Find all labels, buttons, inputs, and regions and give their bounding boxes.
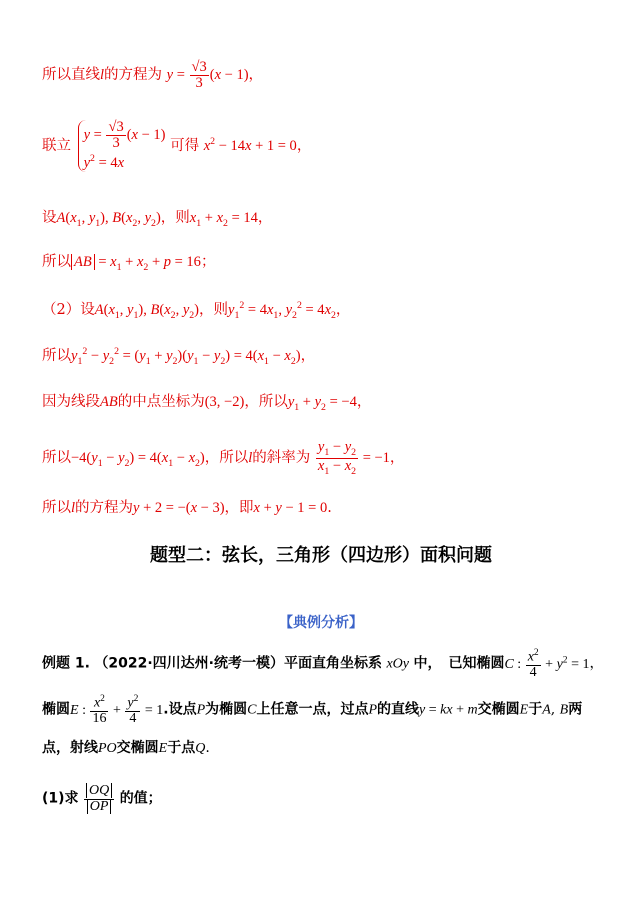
- segment-ab: AB: [100, 394, 118, 410]
- line-text: 于点: [167, 740, 196, 756]
- equation: (3, −2): [204, 394, 245, 410]
- line-text: 交椭圆: [477, 701, 520, 718]
- equation: $x_1 + x_2 = 14$: [189, 210, 258, 229]
- example-title: 例题 1.: [42, 655, 90, 672]
- solution-line-1: 所以直线l的方程为 y = $\frac{√3}{3}$ (x − 1)，: [42, 59, 264, 92]
- line-text: 设: [42, 210, 57, 226]
- line-text: 于: [528, 701, 543, 718]
- line-text: 两: [568, 701, 583, 718]
- line-text: 可得: [170, 138, 200, 155]
- line-text: 上任意一点，过点: [256, 701, 369, 718]
- line-text: 为椭圆: [205, 701, 248, 718]
- solution-line-6: 所以$y_1^2 - y_2^2 = (y_1 + y_2)(y_1 - y_2) = 4(x_1 - x_2)$，: [42, 346, 316, 367]
- line-text: 所以: [42, 254, 71, 270]
- line-text: ，所以: [244, 394, 288, 410]
- example-source: （2022·四川达州·统考一模）平面直角坐标系: [94, 655, 382, 672]
- equation: E : $\frac{x^2}{16}$ + $\frac{y^2}{4}$ = 1: [70, 694, 164, 727]
- line-text: 的值；: [119, 790, 162, 807]
- equation: C : $\frac{x^2}{4}$ + $y^2 = 1$: [504, 648, 590, 681]
- equation: y + 2 = −(x − 3): [133, 500, 225, 516]
- line-text: 的方程为: [75, 500, 134, 516]
- coord-system: xOy: [386, 656, 409, 672]
- line-text: 交椭圆: [116, 740, 159, 756]
- equation: $A(x_1$, $y_1$), $B(x_2$, $y_2$): [94, 302, 200, 321]
- line-text: 所以: [42, 500, 71, 516]
- equation: $x^2 - 14x + 1 = 0$: [203, 136, 297, 155]
- line-text: 中， 已知椭圆: [413, 655, 505, 672]
- equation: $A(x_1$, $y_1$), $B(x_2$, $y_2$): [56, 210, 161, 229]
- section-heading: 题型二：弦长，三角形（四边形）面积问题: [150, 545, 492, 566]
- equation: y = kx + m: [419, 702, 478, 718]
- equation: y = $\frac{√3}{3}$ (x − 1): [166, 59, 249, 92]
- solution-line-2: 联立 y = $\frac{√3}{3}$ (x − 1) $y^2 = 4x$ 可得 $x^2 - 14x + 1 = 0$，: [42, 119, 312, 172]
- line-text: 因为线段: [42, 394, 100, 410]
- example-line-2: 椭圆E : $\frac{x^2}{16}$ + $\frac{y^2}{4}$ = 1.设点P为椭圆C上任意一点，过点P的直线y = kx + m交椭圆E于A, B两: [42, 694, 583, 727]
- line-text: 的直线: [377, 701, 420, 718]
- example-line-1: 例题 1. （2022·四川达州·统考一模）平面直角坐标系 xOy 中， 已知椭圆C : $\frac{x^2}{4}$ + $y^2 = 1$，: [42, 648, 604, 681]
- line-text: 椭圆: [42, 701, 70, 718]
- equation: $-4(y_1 - y_2) = 4(x_1 - x_2)$: [71, 450, 205, 469]
- equation: AB = $x_1 + x_2 + p = 16$: [71, 254, 201, 270]
- example-line-3: 点，射线PO交椭圆E于点Q.: [42, 740, 210, 756]
- line-text: ，则: [199, 302, 229, 318]
- var-l: l: [248, 450, 253, 467]
- line-text: 的斜率为: [252, 450, 311, 467]
- solution-line-8: 所以$-4(y_1 - y_2) = 4(x_1 - x_2)$，所以l的斜率为 $\frac{y_1 - y_2}{x_1 - x_2}$ = −1，: [42, 439, 405, 478]
- equation: $y_1^2 - y_2^2 = (y_1 + y_2)(y_1 - y_2) = 4(x_1 - x_2)$: [71, 346, 301, 367]
- line-text: ，所以: [204, 450, 249, 467]
- line-text: ，则: [160, 210, 190, 226]
- equation: $y_1^2 = 4x_1$, $y_2^2 = 4x_2$: [228, 300, 336, 321]
- solution-line-9: 所以l的方程为y + 2 = −(x − 3)，即x + y − 1 = 0.: [42, 500, 332, 516]
- var-l: l: [100, 67, 105, 84]
- equation: $\frac{y_1 - y_2}{x_1 - x_2}$ = −1: [317, 439, 390, 478]
- line-text: 所以直线: [42, 67, 100, 84]
- solution-line-5: （2）设$A(x_1$, $y_1$), $B(x_2$, $y_2$)，则$y_1^2 = 4x_1$, $y_2^2 = 4x_2$，: [42, 300, 351, 321]
- var-l: l: [71, 500, 76, 516]
- example-analysis-tag: 【典例分析】: [279, 615, 363, 631]
- question-1: [42, 784, 162, 814]
- line-text: （2）设: [42, 302, 95, 318]
- equation: $y_1 + y_2 = -4$: [287, 394, 357, 413]
- solution-line-3: 设$A(x_1$, $y_1$), $B(x_2$, $y_2$)，则$x_1 + x_2 = 14$，: [42, 210, 273, 229]
- line-text: 的中点坐标为: [117, 394, 205, 410]
- equation: $\frac{OQ}{OP}$: [83, 791, 115, 806]
- equation: x + y − 1 = 0: [253, 500, 328, 516]
- line-text: 联立: [42, 138, 71, 155]
- line-text: 所以: [42, 450, 71, 467]
- solution-line-7: 因为线段AB的中点坐标为(3, −2)，所以$y_1 + y_2 = -4$，: [42, 394, 372, 413]
- question-label: (1)求: [42, 790, 79, 807]
- line-text: 的方程为: [104, 67, 163, 84]
- line-text: ，即: [224, 500, 254, 516]
- solution-line-4: 所以 AB = $x_1 + x_2 + p = 16$；: [42, 254, 216, 273]
- line-text: 点，射线: [42, 740, 98, 756]
- line-text: .设点: [163, 701, 197, 718]
- line-text: 所以: [42, 348, 71, 364]
- equation-system: y = $\frac{√3}{3}$ (x − 1) $y^2 = 4x$: [78, 120, 166, 172]
